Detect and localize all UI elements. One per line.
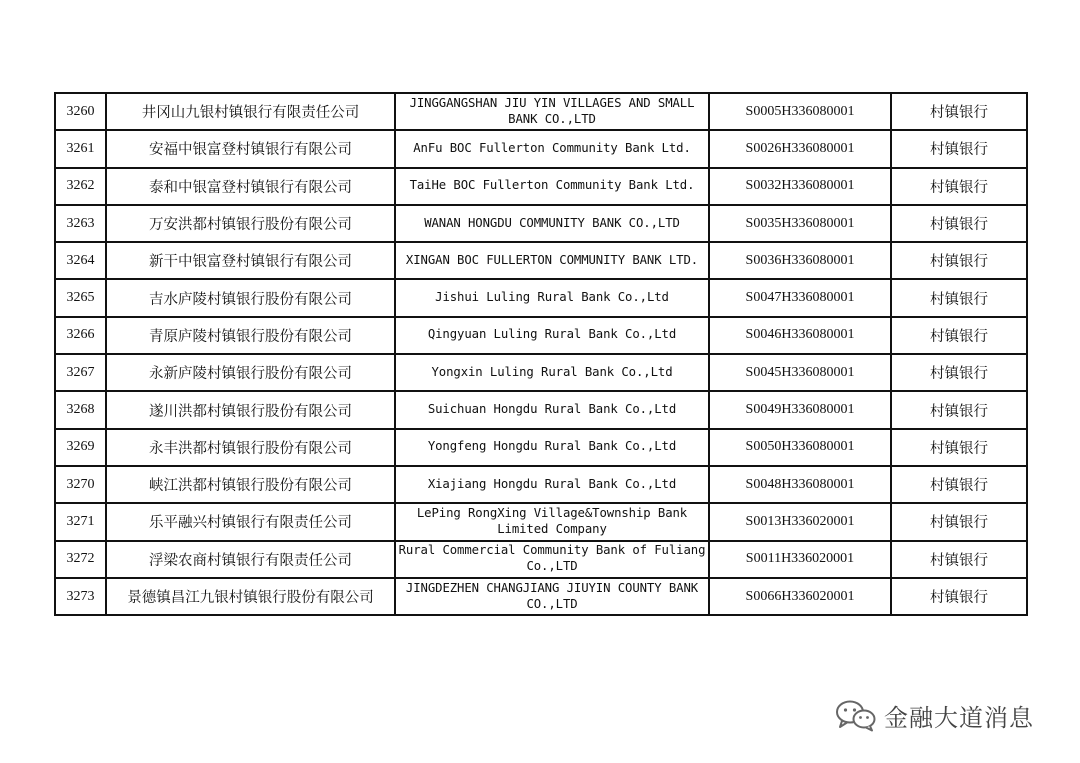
cell-name-en: XINGAN BOC FULLERTON COMMUNITY BANK LTD. [395,242,709,279]
cell-name-en: Rural Commercial Community Bank of Fuliang Co.,LTD [395,541,709,578]
cell-code: S0050H336080001 [709,429,891,466]
table-row [55,205,1027,242]
cell-category: 村镇银行 [891,205,1027,242]
cell-name-en: Yongfeng Hongdu Rural Bank Co.,Ltd [395,429,709,466]
table-row [55,429,1027,466]
wechat-icon [834,698,878,732]
cell-category: 村镇银行 [891,354,1027,391]
cell-category: 村镇银行 [891,391,1027,428]
cell-name-cn: 泰和中银富登村镇银行有限公司 [106,168,395,205]
cell-code: S0013H336020001 [709,503,891,540]
cell-category: 村镇银行 [891,503,1027,540]
cell-code: S0046H336080001 [709,317,891,354]
cell-seq: 3269 [55,429,106,466]
cell-category: 村镇银行 [891,541,1027,578]
cell-name-cn: 乐平融兴村镇银行有限责任公司 [106,503,395,540]
cell-category: 村镇银行 [891,130,1027,167]
cell-category: 村镇银行 [891,578,1027,615]
cell-code: S0045H336080001 [709,354,891,391]
table-row [55,242,1027,279]
cell-name-en: Yongxin Luling Rural Bank Co.,Ltd [395,354,709,391]
cell-seq: 3273 [55,578,106,615]
cell-name-cn: 浮梁农商村镇银行有限责任公司 [106,541,395,578]
cell-code: S0026H336080001 [709,130,891,167]
cell-name-cn: 永丰洪都村镇银行股份有限公司 [106,429,395,466]
cell-seq: 3260 [55,93,106,130]
bank-list-table [54,92,1028,616]
cell-code: S0047H336080001 [709,279,891,316]
cell-seq: 3262 [55,168,106,205]
cell-name-cn: 峡江洪都村镇银行股份有限公司 [106,466,395,503]
table-row [55,354,1027,391]
cell-category: 村镇银行 [891,168,1027,205]
cell-name-en: JINGGANGSHAN JIU YIN VILLAGES AND SMALL BANK CO.,LTD [395,93,709,130]
table-row [55,279,1027,316]
table-row [55,578,1027,615]
table-row [55,391,1027,428]
cell-seq: 3263 [55,205,106,242]
cell-code: S0049H336080001 [709,391,891,428]
cell-name-cn: 新干中银富登村镇银行有限公司 [106,242,395,279]
cell-code: S0005H336080001 [709,93,891,130]
table-body [55,93,1027,615]
cell-name-cn: 青原庐陵村镇银行股份有限公司 [106,317,395,354]
watermark [834,697,1034,733]
cell-code: S0011H336020001 [709,541,891,578]
cell-code: S0035H336080001 [709,205,891,242]
cell-category: 村镇银行 [891,317,1027,354]
cell-category: 村镇银行 [891,242,1027,279]
table-row [55,130,1027,167]
cell-category: 村镇银行 [891,279,1027,316]
cell-seq: 3264 [55,242,106,279]
table-row [55,541,1027,578]
cell-name-en: WANAN HONGDU COMMUNITY BANK CO.,LTD [395,205,709,242]
table-row [55,466,1027,503]
cell-code: S0066H336020001 [709,578,891,615]
cell-name-en: Qingyuan Luling Rural Bank Co.,Ltd [395,317,709,354]
cell-seq: 3270 [55,466,106,503]
cell-name-en: JINGDEZHEN CHANGJIANG JIUYIN COUNTY BANK CO.,LTD [395,578,709,615]
cell-seq: 3272 [55,541,106,578]
cell-code: S0032H336080001 [709,168,891,205]
table-row [55,503,1027,540]
cell-name-cn: 安福中银富登村镇银行有限公司 [106,130,395,167]
cell-name-cn: 遂川洪都村镇银行股份有限公司 [106,391,395,428]
cell-seq: 3267 [55,354,106,391]
cell-seq: 3265 [55,279,106,316]
cell-category: 村镇银行 [891,429,1027,466]
table-row [55,93,1027,130]
table-row [55,317,1027,354]
cell-seq: 3268 [55,391,106,428]
cell-seq: 3261 [55,130,106,167]
cell-code: S0048H336080001 [709,466,891,503]
cell-name-cn: 井冈山九银村镇银行有限责任公司 [106,93,395,130]
cell-category: 村镇银行 [891,466,1027,503]
cell-name-en: Suichuan Hongdu Rural Bank Co.,Ltd [395,391,709,428]
cell-name-en: TaiHe BOC Fullerton Community Bank Ltd. [395,168,709,205]
table-row [55,168,1027,205]
cell-name-cn: 吉水庐陵村镇银行股份有限公司 [106,279,395,316]
cell-seq: 3271 [55,503,106,540]
cell-name-cn: 景德镇昌江九银村镇银行股份有限公司 [106,578,395,615]
cell-seq: 3266 [55,317,106,354]
watermark-text: 金融大道消息 [884,703,1034,732]
cell-category: 村镇银行 [891,93,1027,130]
cell-code: S0036H336080001 [709,242,891,279]
cell-name-cn: 永新庐陵村镇银行股份有限公司 [106,354,395,391]
cell-name-en: LePing RongXing Village&Township Bank Limited Company [395,503,709,540]
cell-name-en: Jishui Luling Rural Bank Co.,Ltd [395,279,709,316]
cell-name-cn: 万安洪都村镇银行股份有限公司 [106,205,395,242]
cell-name-en: AnFu BOC Fullerton Community Bank Ltd. [395,130,709,167]
cell-name-en: Xiajiang Hongdu Rural Bank Co.,Ltd [395,466,709,503]
